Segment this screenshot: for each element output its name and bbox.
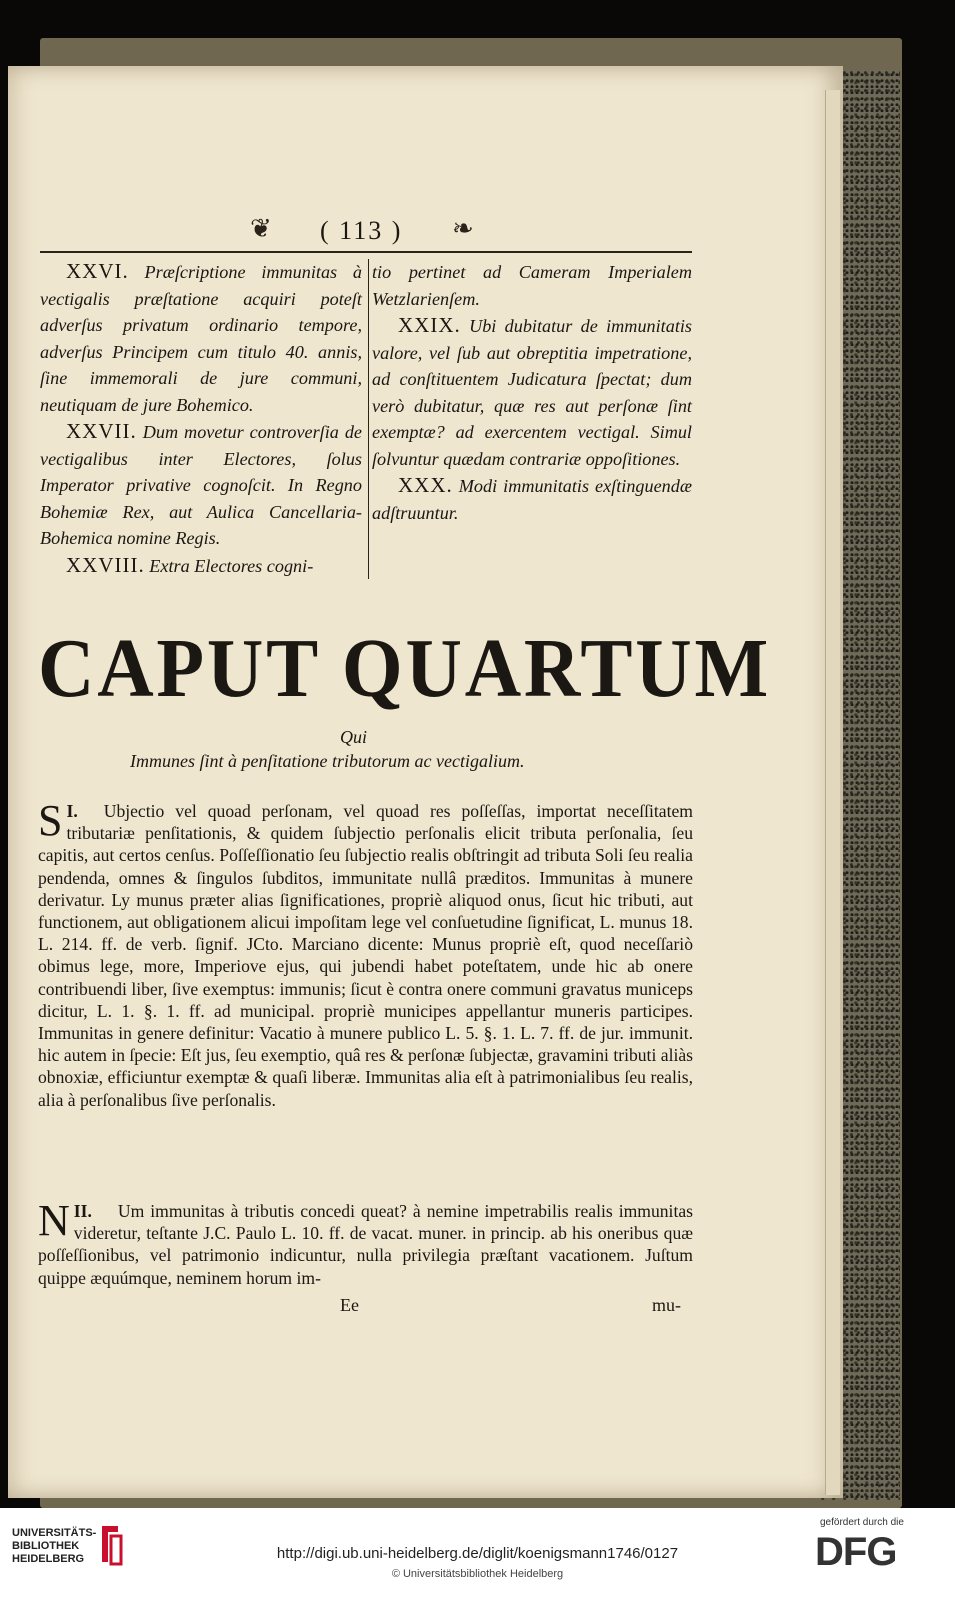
fleuron-left-icon: ❦	[250, 214, 272, 243]
library-logo-text: UNIVERSITÄTS- BIBLIOTHEK HEIDELBERG	[12, 1527, 97, 1565]
drop-initial: N	[38, 1196, 70, 1245]
catchword: mu-	[652, 1295, 681, 1315]
page-number: ( 113 )	[320, 216, 403, 245]
page-header	[40, 212, 692, 252]
summary-entry: XXX. Modi immunitatis exſtinguendæ adſtruuntur.	[372, 473, 693, 523]
column-divider	[368, 259, 369, 579]
copyright-notice: © Universitätsbibliothek Heidelberg	[391, 1568, 564, 1580]
funding-caption: gefördert durch die	[820, 1517, 904, 1528]
summary-entry: XXVI. Præſcriptione immunitas à vectigalis præſtatione acquiri poteſt adverſus privatum ordinario tempore, adverſus Principem cum titulo 40. annis, ſine immemorali de jure communi, neutiquam de jure Bohemico.	[40, 259, 362, 415]
drop-initial: S	[38, 796, 63, 845]
section-number: II.	[73, 1201, 92, 1221]
section-text: Ubjectio vel quoad perſonam, vel quoad res poſſeſſas, importat neceſſitatem tributariæ penſitationis, & quidem ſubjectio perſonalis elicit tributa perſonalia, ſeu capitis, aut certos cenſus. Poſſeſſionatio ſeu ſubjectio realis obſtringit ad tributa Soli ſeu realia pendenda, omnes & ſingulos ſubditos, immunitate nullâ præditos. Immunitas à munere derivatur. Ly munus præter alias ſignificationes, propriè aliquod onus, ſicut hic tributi, aut functionem, aut obligationem alicui impoſitam lege vel conſuetudine ſignificat, L. munus 18. L. 214. ff. de verb. ſignif. JCto. Marciano dicente: Munus propriè eſt, quod neceſſariò obimus lege, more, Imperiove ejus, qui jubendi habet poteſtatem, unde hic ab onere contribuendi liber, ſive exemptus: immunis; ſicut è contra onere communi gravatus municeps dicitur, L. 1. §. 1. ff. ad municipal. propriè municipes appellantur muneris participes. Immunitas in genere definitur: Vacatio à munere publico L. 5. §. 1. L. 7. ff. de jur. immunit. hic autem in ſpecie: Eſt jus, ſeu exemptio, quâ res & perſonæ ſubjectæ, gravamini tributi aliàs obnoxiæ, efficiuntur exemptæ & quaſi liberæ. Immunitas alia eſt à patrimonialibus ſeu realis, alia à perſonalibus ſive perſonalis.	[38, 801, 693, 1110]
chapter-qui: Qui	[340, 727, 367, 747]
section-text: Um immunitas à tributis concedi queat? à nemine impetrabilis realis immunitas videretur, teſtante J.C. Paulo L. 10. ff. de vacat. muner. in princip. ab his oneribus quæ poſſeſſionibus, vel patrimonio indicuntur, nulla privilegia præſtant vacationem. Juſtum quippe æquúmque, neminem horum im-	[38, 1201, 693, 1288]
summary-entry: XXVII. Dum movetur controverſia de vectigalibus inter Electores, ſolus Imperator privative cognoſcit. In Regno Bohemiæ Rex, aut Aulica Cancellaria-Bohemica nomine Regis.	[40, 419, 363, 548]
section-1	[38, 796, 693, 1111]
header-rule	[40, 251, 692, 253]
dfg-logo: DFG	[815, 1530, 897, 1574]
summary-left-column	[40, 258, 362, 579]
summary-entry: XXIX. Ubi dubitatur de immunitatis valore, vel ſub aut obreptitia impetratione, ad conſtituentem Judicatura ſpectat; dum verò dubitatur, quæ res aut perſonæ ſint exemptæ? ad exercentem vectigal. Simul ſolvuntur quædam contrariæ oppoſitiones.	[372, 313, 693, 469]
page-edge	[825, 90, 840, 1495]
summary-right-column	[372, 258, 692, 526]
signature-mark: Ee	[340, 1295, 359, 1315]
permalink-url[interactable]: http://digi.ub.uni-heidelberg.de/diglit/koenigsmann1746/0127	[276, 1545, 679, 1562]
summary-entry: XXVIII. Extra Electores cogni-	[66, 552, 314, 577]
summary-entry: tio pertinet ad Cameram Imperialem Wetzlarienſem.	[372, 262, 692, 309]
chapter-subtitle: Immunes ſint à penſitatione tributorum ac vectigalium.	[130, 751, 525, 771]
section-number: I.	[66, 801, 78, 821]
chapter-title: CAPUT QUARTUM	[38, 622, 771, 715]
section-2	[38, 1196, 693, 1289]
fleuron-right-icon: ❧	[452, 214, 474, 243]
